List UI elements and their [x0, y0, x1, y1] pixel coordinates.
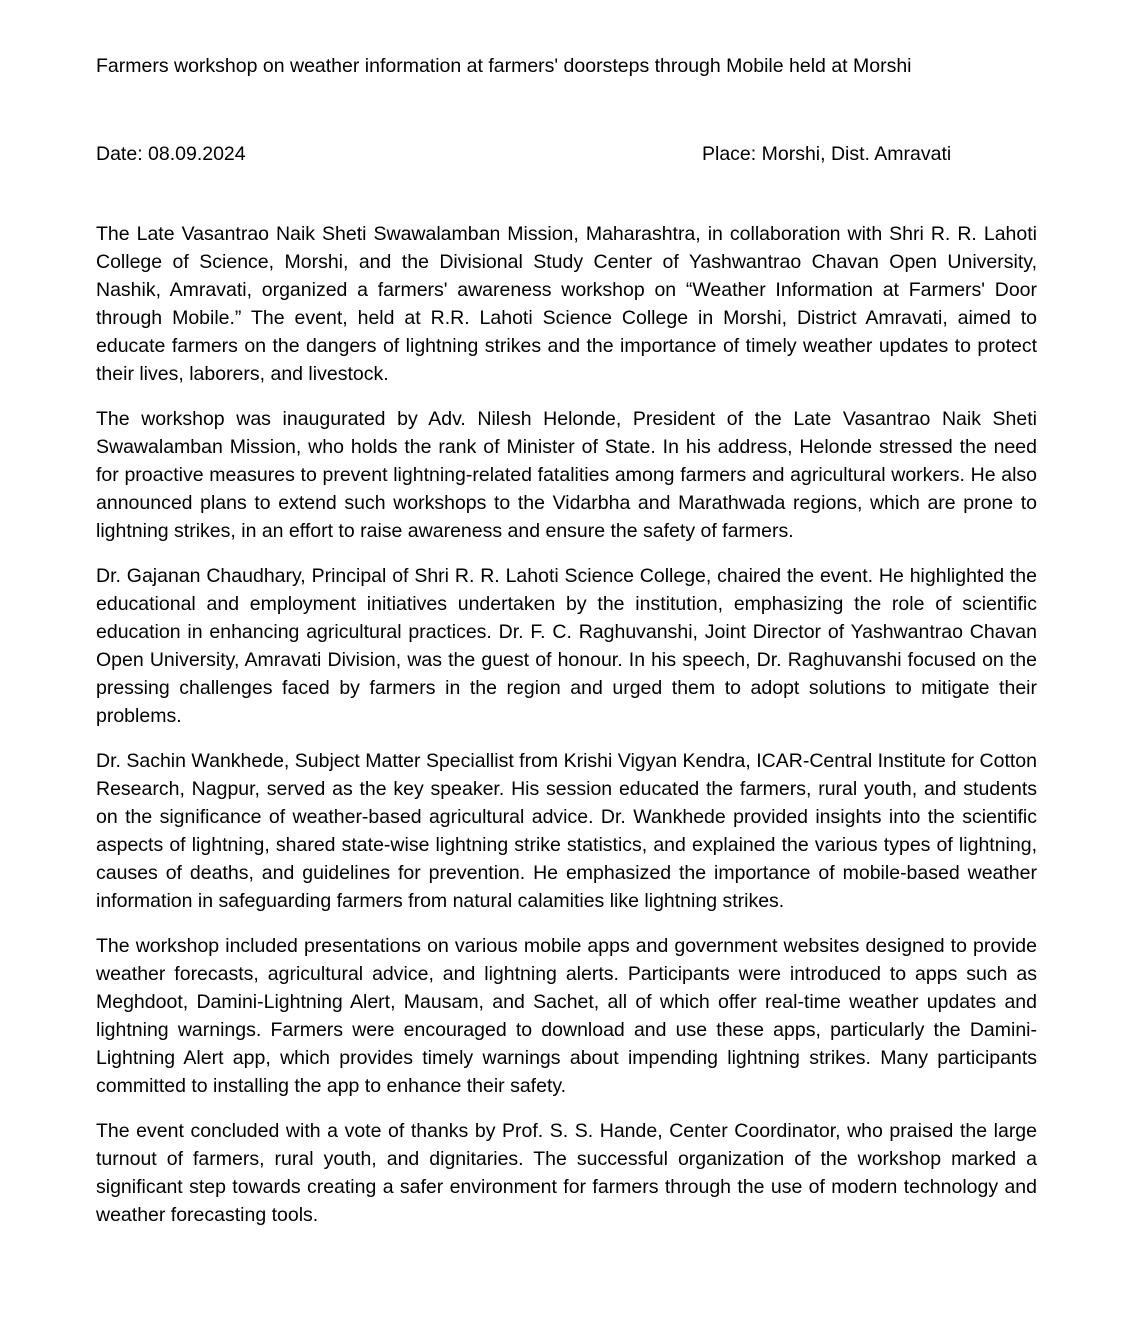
document-title: Farmers workshop on weather information at farmers' doorsteps through Mobile held at Morshi — [96, 55, 912, 77]
paragraph-key-speaker: Dr. Sachin Wankhede, Subject Matter Speciallist from Krishi Vigyan Kendra, ICAR-Central Institute for Cotton Research, Nagpur, served as the key speaker. His session educated the farmers, rural youth, and students on the significance of weather-based agricultural advice. Dr. Wankhede provided insights into the scientific aspects of lightning, shared state-wise lightning strike statistics, and explained the various types of lightning, causes of deaths, and guidelines for prevention. He emphasized the importance of mobile-based weather information in safeguarding farmers from natural calamities like lightning strikes. — [96, 750, 1037, 912]
meta-row — [96, 140, 1037, 168]
paragraph-conclusion: The event concluded with a vote of thanks by Prof. S. S. Hande, Center Coordinator, who praised the large turnout of farmers, rural youth, and dignitaries. The successful organization of the workshop marked a significant step towards creating a safer environment for farmers through the use of modern technology and weather forecasting tools. — [96, 1120, 1037, 1226]
paragraph-apps: The workshop included presentations on various mobile apps and government websites designed to provide weather forecasts, agricultural advice, and lightning alerts. Participants were introduced to apps such as Meghdoot, Damini-Lightning Alert, Mausam, and Sachet, all of which offer real-time weather updates and lightning warnings. Farmers were encouraged to download and use these apps, particularly the Damini-Lightning Alert app, which provides timely warnings about impending lightning strikes. Many participants committed to installing the app to enhance their safety. — [96, 935, 1037, 1097]
document-page — [96, 52, 1037, 1246]
paragraph-chair: Dr. Gajanan Chaudhary, Principal of Shri R. R. Lahoti Science College, chaired the event. He highlighted the educational and employment initiatives undertaken by the institution, emphasizing the role of scientific education in enhancing agricultural practices. Dr. F. C. Raghuvanshi, Joint Director of Yashwantrao Chavan Open University, Amravati Division, was the guest of honour. In his speech, Dr. Raghuvanshi focused on the pressing challenges faced by farmers in the region and urged them to adopt solutions to mitigate their problems. — [96, 565, 1037, 727]
event-date: Date: 08.09.2024 — [96, 143, 246, 165]
document-body — [96, 220, 1037, 1229]
paragraph-intro: The Late Vasantrao Naik Sheti Swawalamban Mission, Maharashtra, in collaboration with Shri R. R. Lahoti College of Science, Morshi, and the Divisional Study Center of Yashwantrao Chavan Open University, Nashik, Amravati, organized a farmers' awareness workshop on “Weather Information at Farmers' Door through Mobile.” The event, held at R.R. Lahoti Science College in Morshi, District Amravati, aimed to educate farmers on the dangers of lightning strikes and the importance of timely weather updates to protect their lives, laborers, and livestock. — [96, 223, 1037, 385]
paragraph-inauguration: The workshop was inaugurated by Adv. Nilesh Helonde, President of the Late Vasantrao Naik Sheti Swawalamban Mission, who holds the rank of Minister of State. In his address, Helonde stressed the need for proactive measures to prevent lightning-related fatalities among farmers and agricultural workers. He also announced plans to extend such workshops to the Vidarbha and Marathwada regions, which are prone to lightning strikes, in an effort to raise awareness and ensure the safety of farmers. — [96, 408, 1037, 542]
event-place: Place: Morshi, Dist. Amravati — [702, 143, 952, 165]
